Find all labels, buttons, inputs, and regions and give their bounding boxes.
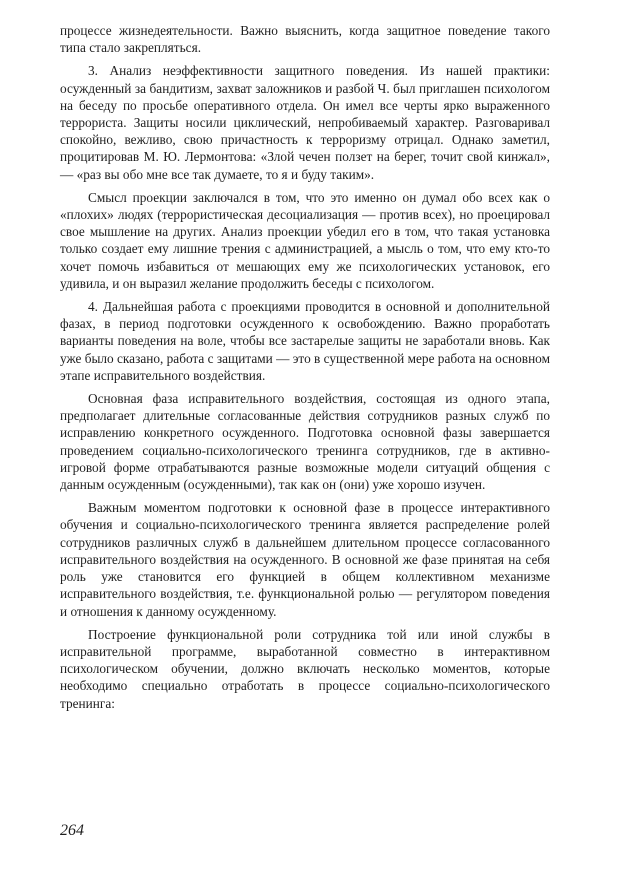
paragraph-main-phase: Основная фаза исправительного воздействия, состоящая из одного этапа, предполагает длительные согласованные действия сотрудников разных служб по исправлению конкретного осужденного. Подготовка основной фазы завершается проведением социально-психологического тренинга сотрудников, где в активно-игровой форме отрабатываются разные возможные модели ситуаций общения с данным осужденным (осужденными), так как он (они) уже хорошо изучен. bbox=[60, 391, 550, 493]
paragraph-continuation: процессе жизнедеятельности. Важно выяснить, когда защитное поведение такого типа стало закрепляться. bbox=[60, 23, 550, 56]
paragraph-further-projection-work: 4. Дальнейшая работа с проекциями проводится в основной и дополнительной фазах, в период подготовки осужденного к освобождению. Важно проработать варианты поведения на воле, чтобы все застарелые защиты не заработали вновь. Как уже было сказано, работа с защитами — это в существенной мере работа на основном этапе исправительного воздействия. bbox=[60, 299, 550, 383]
paragraph-role-distribution: Важным моментом подготовки к основной фазе в процессе интерактивного обучения и социально-психологического тренинга является распределение ролей сотрудников различных служб в дальнейшем длительном процессе согласованного исправительного воздействия на осужденного. В основной же фазе принятая на себя роль уже становится его функцией в общем коллективном механизме исправительного воздействия, т.е. функциональной ролью — регулятором поведения и отношения к данному осужденному. bbox=[60, 500, 550, 619]
paragraph-ineffective-defense-analysis: 3. Анализ неэффективности защитного поведения. Из нашей практики: осужденный за бандитизм, захват заложников и разбой Ч. был приглашен психологом на беседу по просьбе оперативного отдела. Он имел все черты ярко выраженного террориста. Защиты носили циклический, непробиваемый характер. Разговаривал спокойно, вежливо, свою причастность к терроризму отрицал. Однако заметил, процитировав М. Ю. Лермонтова: «Злой чечен ползет на берег, точит свой кинжал», — «раз вы обо мне все так думаете, то я и буду таким». bbox=[60, 63, 550, 182]
paragraph-functional-role: Построение функциональной роли сотрудника той или иной службы в исправительной программе, выработанной совместно в интерактивном психологическом обучении, должно включать несколько моментов, которые необходимо специально отработать в процессе социально-психологического тренинга: bbox=[60, 626, 550, 711]
page-body bbox=[60, 22, 550, 718]
paragraph-projection-meaning: Смысл проекции заключался в том, что это именно он думал обо всех как о «плохих» людях (террористическая десоциализация — против всех), но проецировал свое мышление на других. Анализ проекции убедил его в том, что такая установка только создает ему лишние трения с администрацией, а мысль о том, что ему кто-то хочет помочь избавиться от мешающих ему же психологических установок, его удивила, и он выразил желание продолжить беседы с психологом. bbox=[60, 189, 550, 291]
page-number: 264 bbox=[60, 822, 84, 839]
